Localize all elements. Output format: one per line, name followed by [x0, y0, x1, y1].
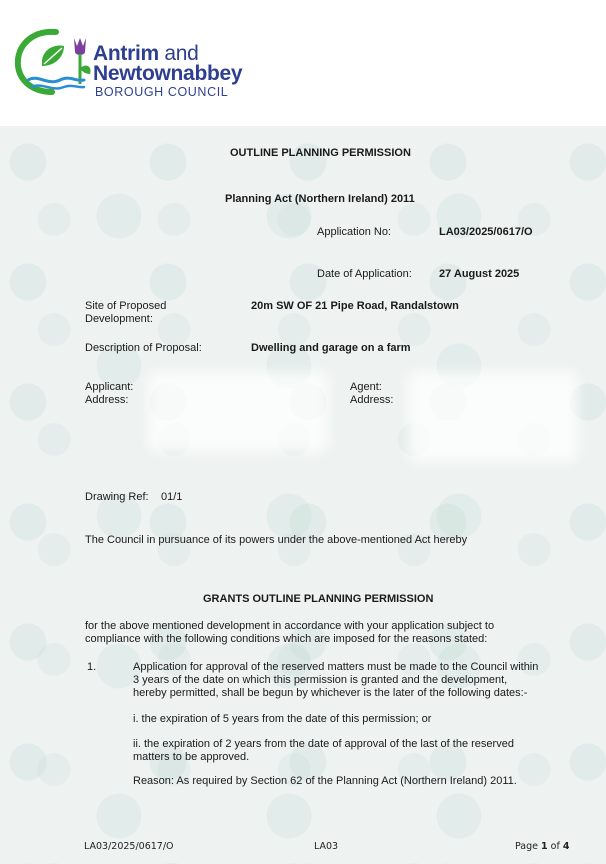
condition-item-i: i. the expiration of 5 years from the date of this permission; or	[133, 713, 432, 725]
site-label-1: Site of Proposed	[85, 300, 167, 312]
grants-heading: GRANTS OUTLINE PLANNING PERMISSION	[203, 593, 434, 605]
council-logo-icon	[12, 24, 96, 98]
redacted-agent-details	[408, 372, 578, 462]
drawing-ref-value: 01/1	[161, 491, 183, 503]
condition-line-2: 3 years of the date on which this permission is granted and the development,	[133, 674, 508, 686]
footer-office-code: LA03	[314, 841, 339, 852]
redacted-applicant-details	[148, 372, 328, 452]
agent-address-label: Address:	[350, 394, 394, 406]
condition-reason: Reason: As required by Section 62 of the Planning Act (Northern Ireland) 2011.	[133, 775, 517, 787]
condition-item-ii-line-2: matters to be approved.	[133, 751, 250, 763]
site-value: 20m SW OF 21 Pipe Road, Randalstown	[251, 300, 459, 312]
applicant-address-label: Address:	[85, 394, 129, 406]
date-label: Date of Application:	[317, 268, 412, 280]
condition-item-ii-line-1: ii. the expiration of 2 years from the date of approval of the last of the reserved	[133, 738, 514, 750]
footer-page-number: Page 1 of 4	[515, 841, 570, 852]
drawing-ref-label: Drawing Ref:	[85, 491, 149, 503]
condition-line-1: Application for approval of the reserved matters must be made to the Council within	[133, 661, 539, 673]
condition-line-3: hereby permitted, shall be begun by whichever is the later of the following dates:-	[133, 687, 528, 699]
date-value: 27 August 2025	[439, 268, 520, 280]
site-label-2: Development:	[85, 313, 153, 325]
condition-number: 1.	[87, 661, 97, 673]
applicant-label: Applicant:	[85, 381, 134, 393]
grants-text-2: compliance with the following conditions which are imposed for the reasons stated:	[85, 633, 488, 645]
description-value: Dwelling and garage on a farm	[251, 342, 411, 354]
document-title: OUTLINE PLANNING PERMISSION	[230, 147, 411, 159]
footer-reference: LA03/2025/0617/O	[84, 841, 174, 852]
act-title: Planning Act (Northern Ireland) 2011	[225, 193, 415, 205]
application-no-label: Application No:	[317, 226, 391, 238]
letterhead	[0, 0, 606, 126]
org-name-line2: Newtownabbey	[93, 62, 243, 85]
agent-label: Agent:	[350, 381, 382, 393]
application-no-value: LA03/2025/0617/O	[439, 226, 533, 238]
org-name-line3: BOROUGH COUNCIL	[95, 85, 229, 99]
org-name-line1: Antrim and	[93, 42, 199, 65]
council-statement: The Council in pursuance of its powers under the above-mentioned Act hereby	[85, 534, 468, 546]
description-label: Description of Proposal:	[85, 342, 202, 354]
grants-text-1: for the above mentioned development in accordance with your application subject to	[85, 620, 495, 632]
